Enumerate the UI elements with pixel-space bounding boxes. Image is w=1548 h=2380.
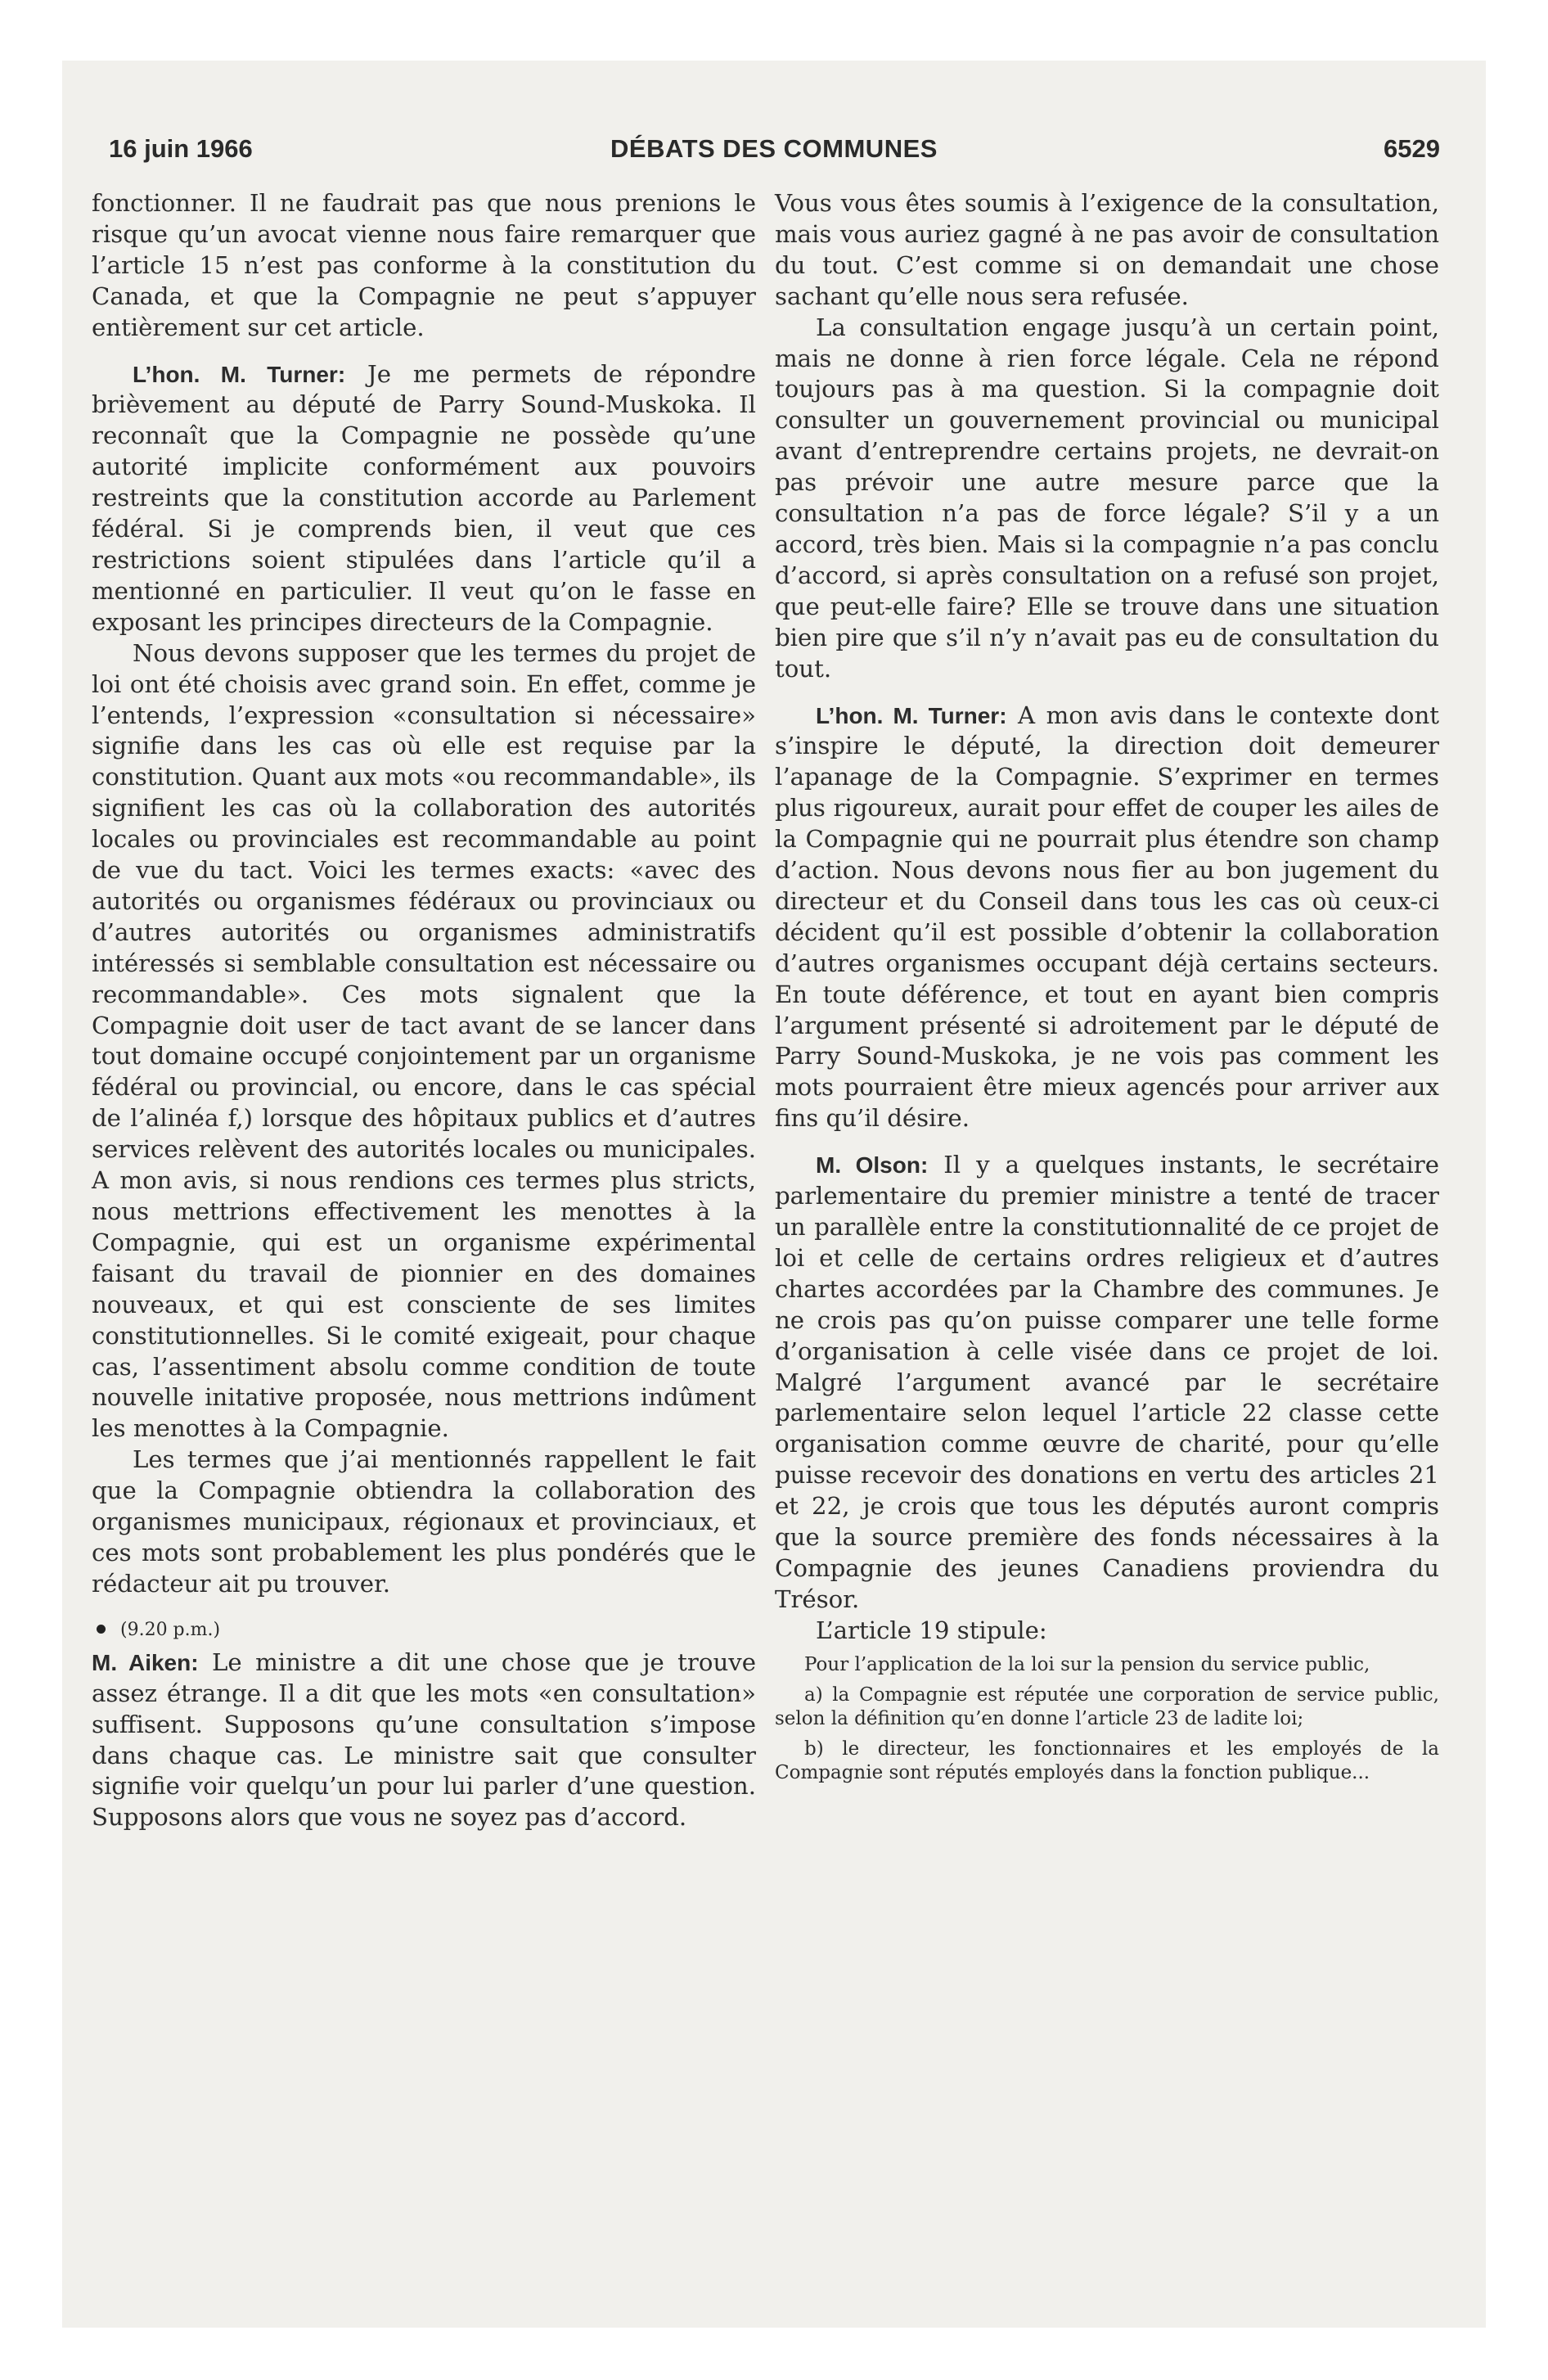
speaker-name: M. Aiken: bbox=[92, 1649, 199, 1675]
page-title: DÉBATS DES COMMUNES bbox=[610, 134, 938, 163]
speaker-name: M. Olson: bbox=[816, 1152, 929, 1179]
left-column bbox=[92, 188, 756, 1833]
time-marker bbox=[92, 1618, 756, 1643]
paragraph: La consultation engage jusqu’à un certain point, mais ne donne à rien force légale. Cela ne répond toujours pas à ma question. Si la compagnie doit consulter un gouvernement provincial ou municipal avant d’entreprendre certains projets, ne devrait-on pas prévoir une autre mesure parce que la consultation n’a pas de force légale? S’il y a un accord, très bien. Mais si la compagnie n’a pas conclu d’accord, si après consultation on a refusé son projet, que peut-elle faire? Elle se trouve dans une situation bien pire que s’il n’y n’avait pas eu de consultation du tout. bbox=[775, 313, 1439, 683]
speaker-name: L’hon. M. Turner: bbox=[816, 702, 1007, 728]
paragraph: Vous vous êtes soumis à l’exigence de la consultation, mais vous auriez gagné à ne pas avoir de consultation du tout. C’est comme si on demandait une chose sachant qu’elle nous sera refusée. bbox=[775, 189, 1439, 310]
speech-olson bbox=[775, 1150, 1439, 1616]
paragraph: Les termes que j’ai mentionnés rappellent le fait que la Compagnie obtiendra la collaboration des organismes municipaux, régionaux et provinciaux, et ces mots sont probablement les plus pondérés que le rédacteur ait pu trouver. bbox=[92, 1445, 756, 1598]
page-date: 16 juin 1966 bbox=[109, 134, 253, 163]
time-marker-text: (9.20 p.m.) bbox=[120, 1619, 221, 1640]
bullet-icon bbox=[97, 1625, 106, 1634]
quote-intro: Pour l’application de la loi sur la pension du service public, bbox=[804, 1653, 1370, 1675]
right-column bbox=[775, 188, 1439, 1785]
speech-text: Il y a quelques instants, le secrétaire parlementaire du premier ministre a tenté de tracer un parallèle entre la constitutionnalité de ce projet de loi et celle de certains ordres religieux et d’autres chartes accordées par la Chambre des communes. Je ne crois pas qu’on puisse comparer une telle forme d’organisation à celle visée dans ce projet de loi. Malgré l’argument avancé par le secrétaire parlementaire selon lequel l’article 22 classe cette organisation comme œuvre de charité, pour qu’elle puisse recevoir des donations en vertu des articles 21 et 22, je crois que tous les députés auront compris que la source première des fonds nécessaires à la Compagnie des jeunes Canadiens proviendra du Trésor. bbox=[775, 1151, 1439, 1613]
quote-item-b: b) le directeur, les fonctionnaires et les employés de la Compagnie sont réputés employés dans la fonction publique... bbox=[775, 1738, 1439, 1783]
page-number: 6529 bbox=[1384, 134, 1440, 163]
quote-item-a: a) la Compagnie est réputée une corporation de service public, selon la définition qu’en donne l’article 23 de ladite loi; bbox=[775, 1684, 1439, 1729]
speech-text: Le ministre a dit une chose que je trouve assez étrange. Il a dit que les mots «en consultation» suffisent. Supposons qu’une consultation s’impose dans chaque cas. Le ministre sait que consulter signifie voir quelqu’un pour lui parler d’une question. Supposons alors que vous ne soyez pas d’accord. bbox=[92, 1648, 756, 1832]
paragraph: fonctionner. Il ne faudrait pas que nous prenions le risque qu’un avocat vienne nous faire remarquer que l’article 15 n’est pas conforme à la constitution du Canada, et que la Compagnie ne peut s’appuyer entièrement sur cet article. bbox=[92, 189, 756, 341]
speech-turner bbox=[775, 701, 1439, 1135]
paragraph: Nous devons supposer que les termes du projet de loi ont été choisis avec grand soin. En effet, comme je l’entends, l’expression «consultation si nécessaire» signifie dans les cas où elle est requise par la constitution. Quant aux mots «ou recommandable», ils signifient les cas où la collaboration des autorités locales ou provinciales est recommandable au point de vue du tact. Voici les termes exacts: «avec des autorités ou organismes fédéraux ou provinciaux ou d’autres autorités ou organismes administratifs intéressés si semblable consultation est nécessaire ou recommandable». Ces mots signalent que la Compagnie doit user de tact avant de se lancer dans tout domaine occupé conjointement par un organisme fédéral ou provincial, ou encore, dans le cas spécial de l’alinéa f,) lorsque des hôpitaux publics et d’autres services relèvent des autorités locales ou municipales. A mon avis, si nous rendions ces termes plus stricts, nous mettrions effectivement les menottes à la Compagnie, qui est un organisme expérimental faisant du travail de pionnier en des domaines nouveaux, et qui est consciente de ses limites constitutionnelles. Si le comité exigeait, pour chaque cas, l’assentiment absolu comme condition de toute nouvelle initative proposée, nous mettrions indûment les menottes à la Compagnie. bbox=[92, 638, 756, 1443]
speech-text: Je me permets de répondre brièvement au député de Parry Sound-Muskoka. Il reconnaît que la Compagnie ne possède qu’une autorité implicite conformément aux pouvoirs restreints que la constitution accorde au Parlement fédéral. Si je comprends bien, il veut que ces restrictions soient stipulées dans l’article qu’il a mentionné en particulier. Il veut qu’on le fasse en exposant les principes directeurs de la Compagnie. bbox=[92, 359, 757, 636]
speech-turner bbox=[92, 359, 756, 638]
speech-aiken bbox=[92, 1648, 756, 1833]
paragraph: L’article 19 stipule: bbox=[816, 1616, 1047, 1644]
speech-text: A mon avis dans le contexte dont s’inspire le député, la direction doit demeurer l’apanage de la Compagnie. S’exprimer en termes plus rigoureux, aurait pour effet de couper les ailes de la Compagnie qui ne pourrait plus étendre son champ d’action. Nous devons nous fier au bon jugement du directeur et du Conseil dans tous les cas où ceux-ci décident qu’il est possible d’obtenir la collaboration d’autres organismes occupant déjà certains secteurs. En toute déférence, et tout en ayant bien compris l’argument présenté si adroitement par le député de Parry Sound-Muskoka, je ne vois pas comment les mots pourraient être mieux agencés pour arriver aux fins qu’il désire. bbox=[775, 701, 1439, 1133]
speaker-name: L’hon. M. Turner: bbox=[133, 361, 346, 387]
document-page bbox=[62, 61, 1486, 2328]
